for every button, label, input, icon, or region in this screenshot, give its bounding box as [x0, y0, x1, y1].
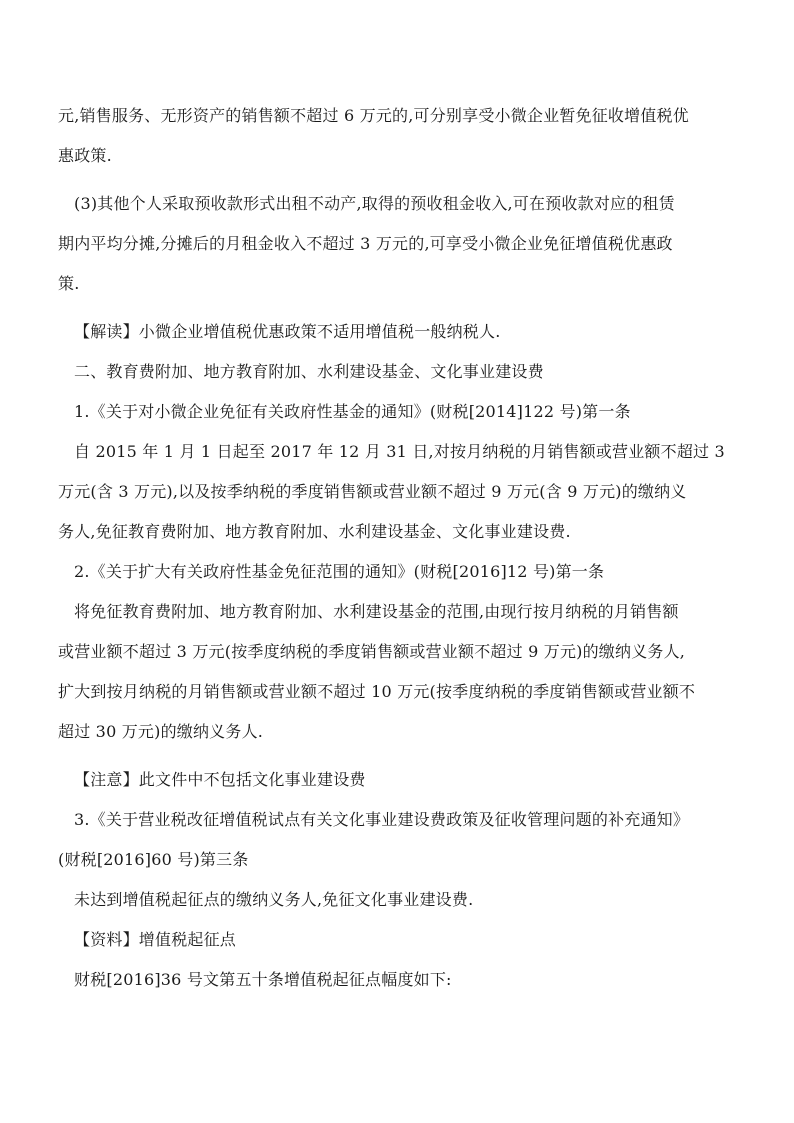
- text-line: 二、教育费附加、地方教育附加、水利建设基金、文化事业建设费: [74, 362, 544, 381]
- paragraph-rental-income: [58, 184, 748, 304]
- paragraph-exemption-expansion: [58, 592, 748, 752]
- text-line: 自 2015 年 1 月 1 日起至 2017 年 12 月 31 日,对按月纳税的月销售额或营业额不超过 3: [74, 442, 725, 461]
- text-line: (3)其他个人采取预收款形式出租不动产,取得的预收租金收入,可在预收款对应的租赁: [74, 194, 675, 213]
- text-line: 【解读】小微企业增值税优惠政策不适用增值税一般纳税人.: [74, 322, 501, 341]
- text-line: 元,销售服务、无形资产的销售额不超过 6 万元的,可分别享受小微企业暂免征收增值税优: [58, 106, 689, 125]
- paragraph-interpretation: [58, 312, 748, 352]
- text-line: 期内平均分摊,分摊后的月租金收入不超过 3 万元的,可享受小微企业免征增值税优惠政: [58, 234, 673, 253]
- paragraph-notice-2016-12: [58, 552, 748, 592]
- text-line: 惠政策.: [58, 146, 112, 165]
- text-line: 【资料】增值税起征点: [74, 930, 237, 949]
- paragraph-note: [58, 760, 748, 800]
- paragraph-notice-2016-60: [58, 800, 748, 880]
- text-line: 扩大到按月纳税的月销售额或营业额不超过 10 万元(按季度纳税的季度销售额或营业额不: [58, 682, 696, 701]
- text-line: 1.《关于对小微企业免征有关政府性基金的通知》(财税[2014]122 号)第一条: [74, 402, 631, 421]
- text-line: 未达到增值税起征点的缴纳义务人,免征文化事业建设费.: [74, 890, 474, 909]
- text-line: 将免征教育费附加、地方教育附加、水利建设基金的范围,由现行按月纳税的月销售额: [74, 602, 679, 621]
- text-line: 策.: [58, 274, 80, 293]
- text-line: 3.《关于营业税改征增值税试点有关文化事业建设费政策及征收管理问题的补充通知》: [74, 810, 690, 829]
- document-page: [58, 96, 748, 1000]
- text-line: 或营业额不超过 3 万元(按季度纳税的季度销售额或营业额不超过 9 万元)的缴纳义务人,: [58, 642, 686, 661]
- text-line: 财税[2016]36 号文第五十条增值税起征点幅度如下:: [74, 970, 452, 989]
- paragraph-vat-sales-services: [58, 96, 748, 176]
- text-line: 务人,免征教育费附加、地方教育附加、水利建设基金、文化事业建设费.: [58, 522, 571, 541]
- text-line: 2.《关于扩大有关政府性基金免征范围的通知》(财税[2016]12 号)第一条: [74, 562, 605, 581]
- paragraph-notice-2014-122: [58, 392, 748, 432]
- text-line: 超过 30 万元)的缴纳义务人.: [58, 722, 264, 741]
- paragraph-exemption-2015-2017: [58, 432, 748, 552]
- section-heading-funds: [58, 352, 748, 392]
- paragraph-cultural-fee-exemption: [58, 880, 748, 920]
- text-line: (财税[2016]60 号)第三条: [58, 850, 249, 869]
- text-line: 万元(含 3 万元),以及按季纳税的季度销售额或营业额不超过 9 万元(含 9 万元)的缴纳义: [58, 482, 687, 501]
- paragraph-threshold-range: [58, 960, 748, 1000]
- text-line: 【注意】此文件中不包括文化事业建设费: [74, 770, 366, 789]
- paragraph-reference: [58, 920, 748, 960]
